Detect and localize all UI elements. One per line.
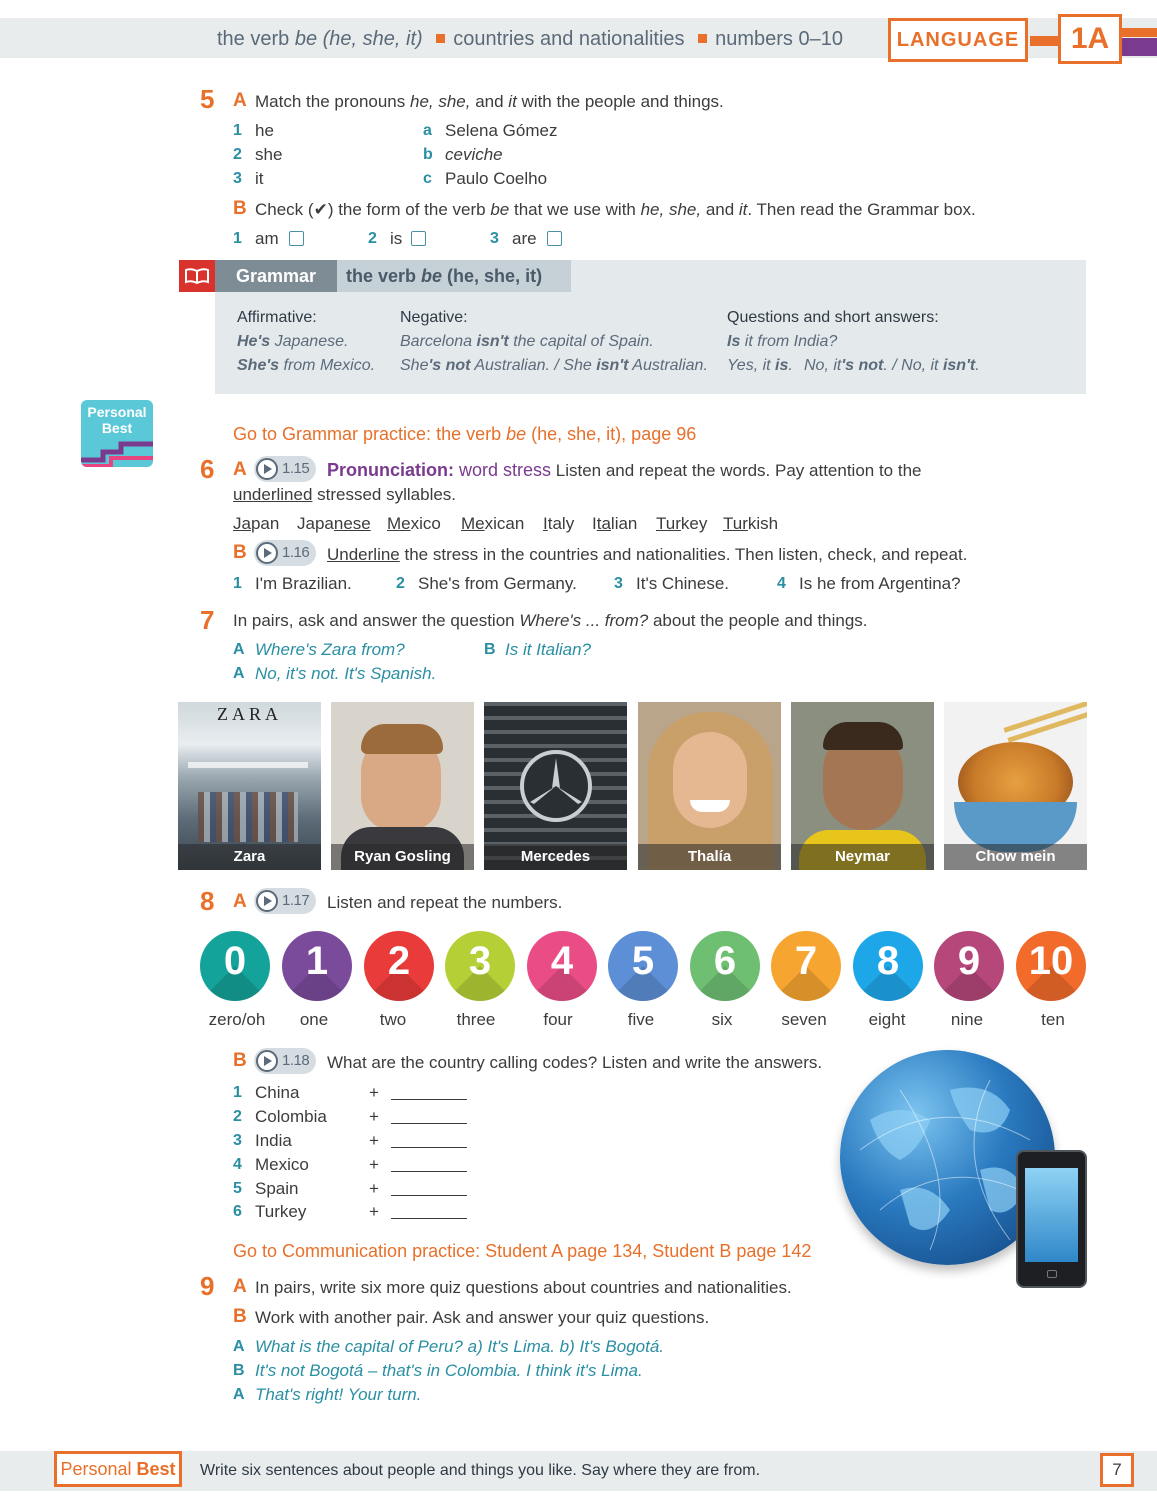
ex9-line-1: What is the capital of Peru? a) It's Lima. b) It's Bogotá. <box>255 1337 665 1356</box>
ex7-speaker-a1: A <box>233 641 245 658</box>
checkbox-are[interactable] <box>547 231 562 246</box>
stress-word-mexico: Mexico <box>387 514 441 533</box>
ex5-option-2: is <box>390 229 403 248</box>
exercise-9a-letter: A <box>233 1276 247 1297</box>
audio-button-1-17[interactable]: 1.17 <box>254 888 316 914</box>
header-purple-stripe <box>1122 38 1157 56</box>
number-circle-7: 7 <box>771 931 841 1001</box>
number-word-1: one <box>299 1010 329 1029</box>
stress-word-italy: Italy <box>543 514 575 533</box>
ex5-item-1-num: 1 <box>233 122 242 139</box>
ex5-match-b: ceviche <box>445 145 503 164</box>
ex5-match-b-letter: b <box>423 146 433 163</box>
country-4-num: 4 <box>233 1156 242 1173</box>
ex6-sentence-2: She's from Germany. <box>418 574 577 593</box>
photo-zara: ZARA Zara <box>178 702 321 870</box>
grammar-book-icon <box>179 260 215 292</box>
ex7-line-2: Is it Italian? <box>505 640 591 659</box>
exercise-5a-instruction: Match the pronouns he, she, and it with the people and things. <box>255 92 724 111</box>
country-3: India <box>255 1131 292 1150</box>
page-number: 7 <box>1100 1453 1134 1487</box>
exercise-6a-instruction: Pronunciation: word stress Listen and repeat the words. Pay attention to the <box>327 460 922 480</box>
exercise-8b-letter: B <box>233 1050 247 1071</box>
country-5: Spain <box>255 1179 299 1198</box>
ex5-item-3-num: 3 <box>233 170 242 187</box>
answer-blank-2[interactable] <box>391 1123 467 1124</box>
photo-thalia: Thalía <box>638 702 781 870</box>
exercise-8-number: 8 <box>200 886 215 916</box>
number-circle-4: 4 <box>527 931 597 1001</box>
number-circle-10: 10 <box>1016 931 1086 1001</box>
country-4-plus: + <box>369 1155 379 1174</box>
grammar-questions-heading: Questions and short answers: <box>727 309 939 326</box>
grammar-title: the verb be (he, she, it) <box>337 260 571 292</box>
zara-sign: ZARA <box>217 704 282 724</box>
grammar-q-1: Is it from India? <box>727 333 838 350</box>
number-circle-3: 3 <box>445 931 515 1001</box>
ex6-sentence-4-num: 4 <box>777 575 786 592</box>
bullet-square <box>436 34 445 43</box>
answer-blank-1[interactable] <box>391 1099 467 1100</box>
go-communication-practice[interactable]: Go to Communication practice: Student A page 134, Student B page 142 <box>233 1241 812 1261</box>
number-word-5: five <box>627 1010 655 1029</box>
grammar-neg-2: She's not Australian. / She isn't Australian. <box>400 357 708 374</box>
number-word-10: ten <box>1041 1010 1065 1029</box>
stress-word-italian: Italian <box>592 514 638 533</box>
country-1-plus: + <box>369 1083 379 1102</box>
ex6-sentence-4: Is he from Argentina? <box>799 574 961 593</box>
exercise-7-instruction: In pairs, ask and answer the question Where's ... from? about the people and things. <box>233 611 868 630</box>
number-word-6: six <box>711 1010 733 1029</box>
footer-personal-best: Personal Best <box>54 1451 182 1487</box>
ex9-line-3: That's right! Your turn. <box>255 1385 422 1404</box>
play-icon <box>256 1050 278 1072</box>
play-icon <box>256 890 278 912</box>
ex7-line-3: No, it's not. It's Spanish. <box>255 664 437 683</box>
answer-blank-3[interactable] <box>391 1147 467 1148</box>
personal-best-badge: Personal Best <box>81 400 153 467</box>
grammar-aff-2: She's from Mexico. <box>237 357 376 374</box>
checkbox-am[interactable] <box>289 231 304 246</box>
exercise-6a-instruction-2: underlined stressed syllables. <box>233 485 457 504</box>
number-word-9: nine <box>950 1010 984 1029</box>
country-6-num: 6 <box>233 1203 242 1220</box>
ex7-speaker-a2: A <box>233 665 245 682</box>
number-circle-5: 5 <box>608 931 678 1001</box>
photo-neymar: Neymar <box>791 702 934 870</box>
photo-mercedes: Mercedes <box>484 702 627 870</box>
country-4: Mexico <box>255 1155 309 1174</box>
ex5-option-1: am <box>255 229 279 248</box>
grammar-affirmative-heading: Affirmative: <box>237 309 317 326</box>
ex5-option-1-num: 1 <box>233 230 242 247</box>
number-circle-2: 2 <box>364 931 434 1001</box>
stress-word-mexican: Mexican <box>461 514 525 533</box>
grammar-aff-1: He's Japanese. <box>237 333 349 350</box>
exercise-6b-instruction: Underline the stress in the countries and nationalities. Then listen, check, and repeat. <box>327 545 968 564</box>
number-word-8: eight <box>868 1010 906 1029</box>
number-word-2: two <box>379 1010 407 1029</box>
exercise-9a-instruction: In pairs, write six more quiz questions about countries and nationalities. <box>255 1278 792 1297</box>
country-1: China <box>255 1083 300 1102</box>
grammar-negative-heading: Negative: <box>400 309 468 326</box>
ex5-match-c: Paulo Coelho <box>445 169 548 188</box>
ex6-sentence-3-num: 3 <box>614 575 623 592</box>
ex9-speaker-1: A <box>233 1338 245 1355</box>
section-label: LANGUAGE <box>888 18 1028 62</box>
grammar-neg-1: Barcelona isn't the capital of Spain. <box>400 333 654 350</box>
country-3-num: 3 <box>233 1132 242 1149</box>
play-icon <box>256 542 278 564</box>
ex7-line-1: Where's Zara from? <box>255 640 405 659</box>
go-grammar-practice[interactable]: Go to Grammar practice: the verb be (he, she, it), page 96 <box>233 424 697 444</box>
exercise-6a-letter: A <box>233 459 247 480</box>
stress-word-japan: Japan <box>233 514 280 533</box>
country-5-plus: + <box>369 1179 379 1198</box>
ex5-match-c-letter: c <box>423 170 432 187</box>
ex7-speaker-b1: B <box>484 641 496 658</box>
exercise-5-number: 5 <box>200 84 215 114</box>
footer-text: Write six sentences about people and things you like. Say where they are from. <box>200 1462 761 1479</box>
bullet-square <box>698 34 707 43</box>
checkbox-is[interactable] <box>411 231 426 246</box>
exercise-5b-instruction: Check (✔) the form of the verb be that we use with he, she, and it. Then read the Grammar box. <box>255 200 976 219</box>
country-2-plus: + <box>369 1107 379 1126</box>
exercise-9b-instruction: Work with another pair. Ask and answer your quiz questions. <box>255 1308 710 1327</box>
exercise-5b-letter: B <box>233 198 247 219</box>
stress-word-turkish: Turkish <box>723 514 779 533</box>
answer-blank-5[interactable] <box>391 1195 467 1196</box>
ex5-option-2-num: 2 <box>368 230 377 247</box>
country-5-num: 5 <box>233 1180 242 1197</box>
ex9-speaker-3: A <box>233 1386 245 1403</box>
answer-blank-6[interactable] <box>391 1218 467 1219</box>
exercise-7-number: 7 <box>200 605 215 635</box>
photo-chow-mein: Chow mein <box>944 702 1087 870</box>
ex5-option-3: are <box>512 229 537 248</box>
stress-word-turkey: Turkey <box>656 514 708 533</box>
exercise-8a-letter: A <box>233 891 247 912</box>
number-circle-8: 8 <box>853 931 923 1001</box>
number-word-3: three <box>456 1010 496 1029</box>
ex5-item-1: he <box>255 121 274 140</box>
unit-label: 1A <box>1058 14 1122 64</box>
number-word-0: zero/oh <box>208 1010 266 1029</box>
ex5-item-3: it <box>255 169 264 188</box>
answer-blank-4[interactable] <box>391 1171 467 1172</box>
photo-ryan-gosling: Ryan Gosling <box>331 702 474 870</box>
country-6: Turkey <box>255 1202 307 1221</box>
country-2: Colombia <box>255 1107 327 1126</box>
ex5-match-a-letter: a <box>423 122 432 139</box>
country-1-num: 1 <box>233 1084 242 1101</box>
exercise-5a-letter: A <box>233 90 247 111</box>
exercise-8a-instruction: Listen and repeat the numbers. <box>327 893 563 912</box>
country-3-plus: + <box>369 1131 379 1150</box>
number-circle-0: 0 <box>200 931 270 1001</box>
ex6-sentence-3: It's Chinese. <box>636 574 730 593</box>
ex5-item-2: she <box>255 145 283 164</box>
exercise-8b-instruction: What are the country calling codes? Listen and write the answers. <box>327 1053 823 1072</box>
ex5-option-3-num: 3 <box>490 230 499 247</box>
header-orange-stripe <box>1030 36 1058 46</box>
audio-button-1-18[interactable]: 1.18 <box>254 1048 316 1074</box>
grammar-label: Grammar <box>215 260 337 292</box>
stress-word-japanese: Japanese <box>297 514 371 533</box>
country-6-plus: + <box>369 1202 379 1221</box>
audio-button-1-15[interactable]: 1.15 <box>254 456 316 482</box>
grammar-q-2: Yes, it is. <box>727 357 793 374</box>
play-icon <box>256 458 278 480</box>
header-orange-stripe-right <box>1122 28 1157 37</box>
number-word-7: seven <box>781 1010 827 1029</box>
ex9-speaker-2: B <box>233 1362 245 1379</box>
ex6-sentence-1: I'm Brazilian. <box>255 574 352 593</box>
header-topics: the verb be (he, she, it) countries and nationalities numbers 0–10 <box>217 28 843 50</box>
country-2-num: 2 <box>233 1108 242 1125</box>
phone-illustration <box>1016 1150 1087 1288</box>
grammar-q-3: No, it's not. / No, it isn't. <box>804 357 980 374</box>
ex5-item-2-num: 2 <box>233 146 242 163</box>
ex5-match-a: Selena Gómez <box>445 121 558 140</box>
exercise-6-number: 6 <box>200 454 215 484</box>
ex6-sentence-1-num: 1 <box>233 575 242 592</box>
number-circle-1: 1 <box>282 931 352 1001</box>
number-circle-9: 9 <box>934 931 1004 1001</box>
exercise-6b-letter: B <box>233 542 247 563</box>
exercise-9-number: 9 <box>200 1271 215 1301</box>
exercise-9b-letter: B <box>233 1306 247 1327</box>
audio-button-1-16[interactable]: 1.16 <box>254 540 316 566</box>
ex9-line-2: It's not Bogotá – that's in Colombia. I think it's Lima. <box>255 1361 643 1380</box>
number-circle-6: 6 <box>690 931 760 1001</box>
number-word-4: four <box>543 1010 573 1029</box>
ex6-sentence-2-num: 2 <box>396 575 405 592</box>
